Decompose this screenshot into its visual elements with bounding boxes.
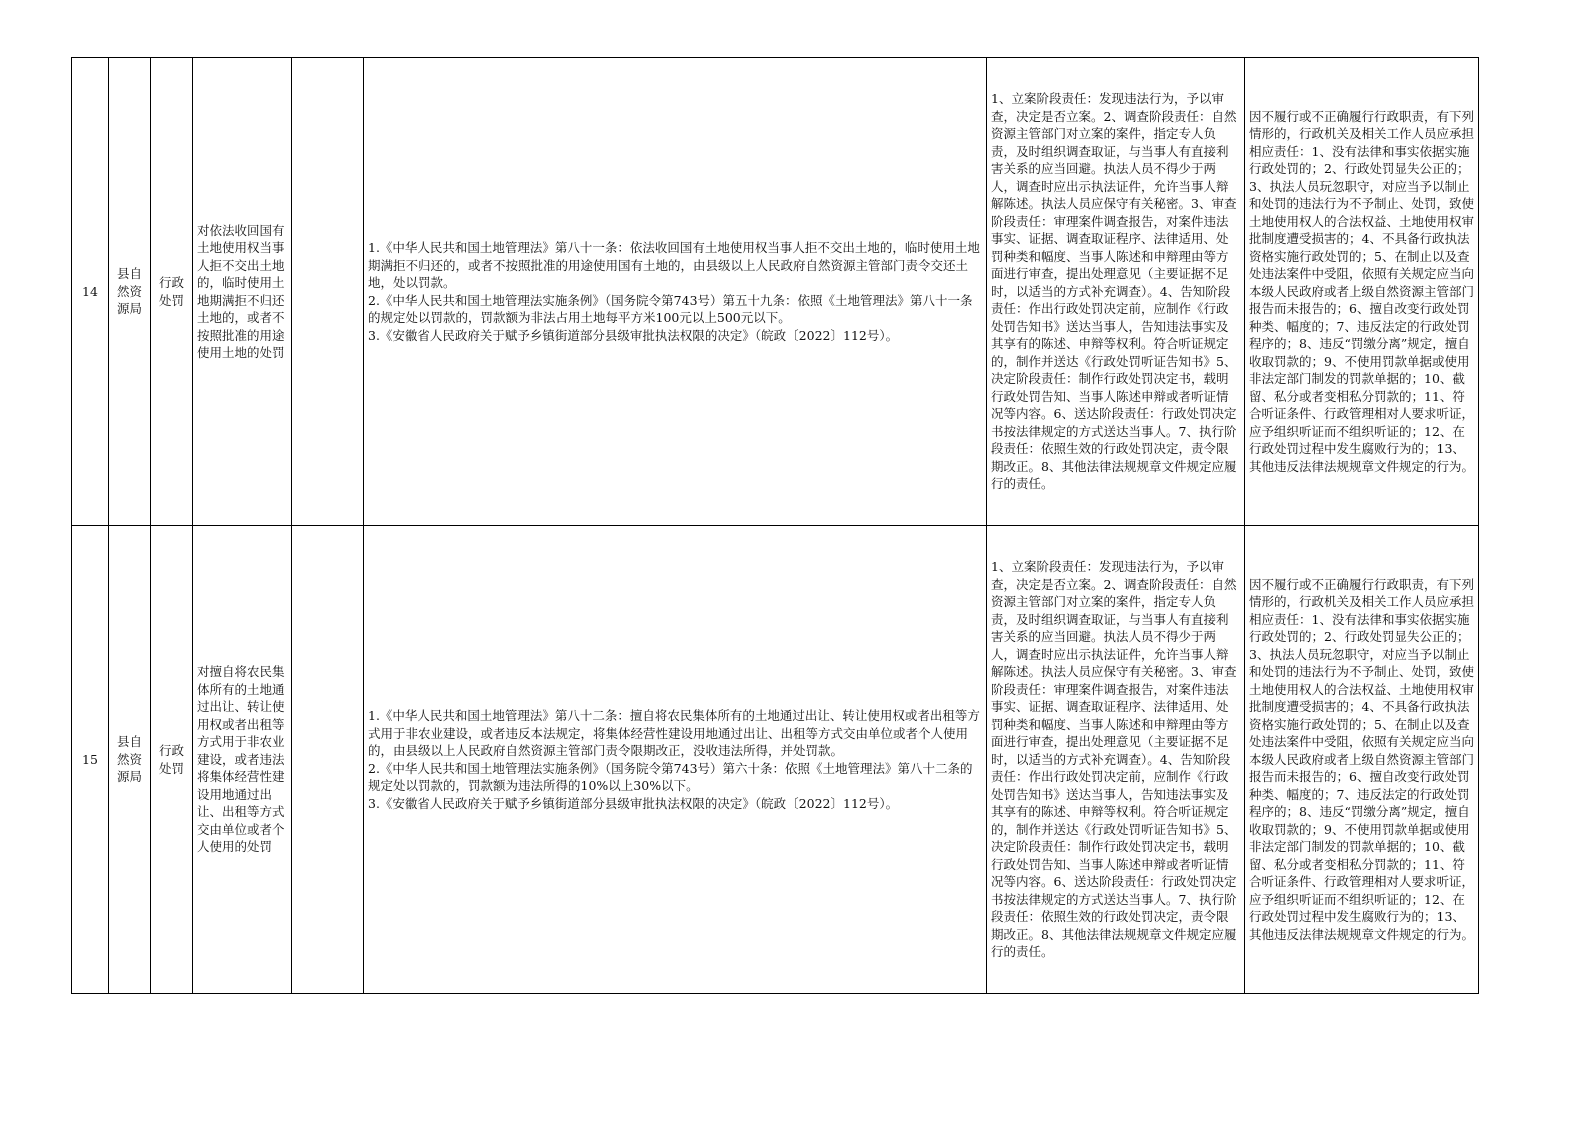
legal-basis-item: 3.《安徽省人民政府关于赋予乡镇街道部分县级审批执法权限的决定》（皖政〔2022〕112号）。 [368,795,899,811]
legal-basis-item: 3.《安徽省人民政府关于赋予乡镇街道部分县级审批执法权限的决定》（皖政〔2022〕112号）。 [368,327,899,343]
legal-basis-item: 1.《中华人民共和国土地管理法》第八十一条：依法收回国有土地使用权当事人拒不交出土地的，临时使用土地期满拒不归还的，或者不按照批准的用途使用国有土地的，由县级以上人民政府自然资源主管部门责令交还土地，处以罚款。 [368,240,980,290]
department-cell: 县自然资源局 [109,58,151,526]
accountability-cell: 因不履行或不正确履行行政职责，有下列情形的，行政机关及相关工作人员应承担相应责任：1、没有法律和事实依据实施行政处罚的；2、行政处罚显失公正的；3、执法人员玩忽职守，对应当予以制止和处罚的违法行为不予制止、处罚，致使土地使用权人的合法权益、土地使用权审批制度遭受损害的；4、不具备行政执法资格实施行政处罚的；5、在制止以及查处违法案件中受阻，依照有关规定应当向本级人民政府或者上级自然资源主管部门报告而未报告的；6、擅自改变行政处罚种类、幅度的；7、违反法定的行政处罚程序的；8、违反“罚缴分离”规定，擅自收取罚款的；9、不使用罚款单据或使用非法定部门制发的罚款单据的；10、截留、私分或者变相私分罚款的；11、符合听证条件、行政管理相对人要求听证，应予组织听证而不组织听证的；12、在行政处罚过程中发生腐败行为的；13、其他违反法律法规规章文件规定的行为。 [1245,526,1479,994]
item-name-cell: 对擅自将农民集体所有的土地通过出让、转让使用权或者出租等方式用于非农业建设，或者违法将集体经营性建设用地通过出让、出租等方式交由单位或者个人使用的处罚 [193,526,292,994]
accountability-cell: 因不履行或不正确履行行政职责，有下列情形的，行政机关及相关工作人员应承担相应责任：1、没有法律和事实依据实施行政处罚的；2、行政处罚显失公正的；3、执法人员玩忽职守，对应当予以制止和处罚的违法行为不予制止、处罚，致使土地使用权人的合法权益、土地使用权审批制度遭受损害的；4、不具备行政执法资格实施行政处罚的；5、在制止以及查处违法案件中受阻，依照有关规定应当向本级人民政府或者上级自然资源主管部门报告而未报告的；6、擅自改变行政处罚种类、幅度的；7、违反法定的行政处罚程序的；8、违反“罚缴分离”规定，擅自收取罚款的；9、不使用罚款单据或使用非法定部门制发的罚款单据的；10、截留、私分或者变相私分罚款的；11、符合听证条件、行政管理相对人要求听证，应予组织听证而不组织听证的；12、在行政处罚过程中发生腐败行为的；13、其他违反法律法规规章文件规定的行为。 [1245,58,1479,526]
table-row [72,58,1479,526]
department-cell: 县自然资源局 [109,526,151,994]
row-number: 15 [72,526,109,994]
legal-basis-cell [364,526,987,994]
legal-basis-item: 1.《中华人民共和国土地管理法》第八十二条：擅自将农民集体所有的土地通过出让、转让使用权或者出租等方式用于非农业建设，或者违反本法规定，将集体经营性建设用地通过出让、出租等方式交由单位或者个人使用的，由县级以上人民政府自然资源主管部门责令限期改正，没收违法所得，并处罚款。 [368,708,980,758]
legal-basis-item: 2.《中华人民共和国土地管理法实施条例》（国务院令第743号）第六十条：依照《土地管理法》第八十二条的规定处以罚款的，罚款额为违法所得的10%以上30%以下。 [368,760,973,793]
responsibility-cell: 1、立案阶段责任：发现违法行为，予以审查，决定是否立案。2、调查阶段责任：自然资源主管部门对立案的案件，指定专人负责，及时组织调查取证，与当事人有直接利害关系的应当回避。执法人员不得少于两人，调查时应出示执法证件，允许当事人辩解陈述。执法人员应保守有关秘密。3、审查阶段责任：审理案件调查报告，对案件违法事实、证据、调查取证程序、法律适用、处罚种类和幅度、当事人陈述和申辩理由等方面进行审查，提出处理意见（主要证据不足时，以适当的方式补充调查）。4、告知阶段责任：作出行政处罚决定前，应制作《行政处罚告知书》送达当事人，告知违法事实及其享有的陈述、申辩等权利。符合听证规定的，制作并送达《行政处罚听证告知书》5、决定阶段责任：制作行政处罚决定书，载明行政处罚告知、当事人陈述申辩或者听证情况等内容。6、送达阶段责任：行政处罚决定书按法律规定的方式送达当事人。7、执行阶段责任：依照生效的行政处罚决定，责令限期改正。8、其他法律法规规章文件规定应履行的责任。 [987,526,1245,994]
legal-basis-item: 2.《中华人民共和国土地管理法实施条例》（国务院令第743号）第五十九条：依照《土地管理法》第八十一条的规定处以罚款的，罚款额为非法占用土地每平方米100元以上500元以下。 [368,292,973,325]
responsibility-cell: 1、立案阶段责任：发现违法行为，予以审查，决定是否立案。2、调查阶段责任：自然资源主管部门对立案的案件，指定专人负责，及时组织调查取证，与当事人有直接利害关系的应当回避。执法人员不得少于两人，调查时应出示执法证件，允许当事人辩解陈述。执法人员应保守有关秘密。3、审查阶段责任：审理案件调查报告，对案件违法事实、证据、调查取证程序、法律适用、处罚种类和幅度、当事人陈述和申辩理由等方面进行审查，提出处理意见（主要证据不足时，以适当的方式补充调查）。4、告知阶段责任：作出行政处罚决定前，应制作《行政处罚告知书》送达当事人，告知违法事实及其享有的陈述、申辩等权利。符合听证规定的，制作并送达《行政处罚听证告知书》5、决定阶段责任：制作行政处罚决定书，载明行政处罚告知、当事人陈述申辩或者听证情况等内容。6、送达阶段责任：行政处罚决定书按法律规定的方式送达当事人。7、执行阶段责任：依照生效的行政处罚决定，责令限期改正。8、其他法律法规规章文件规定应履行的责任。 [987,58,1245,526]
sub-item-cell [292,58,364,526]
power-category-cell: 行政处罚 [151,58,193,526]
legal-basis-cell [364,58,987,526]
row-number: 14 [72,58,109,526]
power-category-cell: 行政处罚 [151,526,193,994]
table-row [72,526,1479,994]
sub-item-cell [292,526,364,994]
item-name-cell: 对依法收回国有土地使用权当事人拒不交出土地的，临时使用土地期满拒不归还土地的，或者不按照批准的用途使用土地的处罚 [193,58,292,526]
power-list-table [71,57,1479,994]
